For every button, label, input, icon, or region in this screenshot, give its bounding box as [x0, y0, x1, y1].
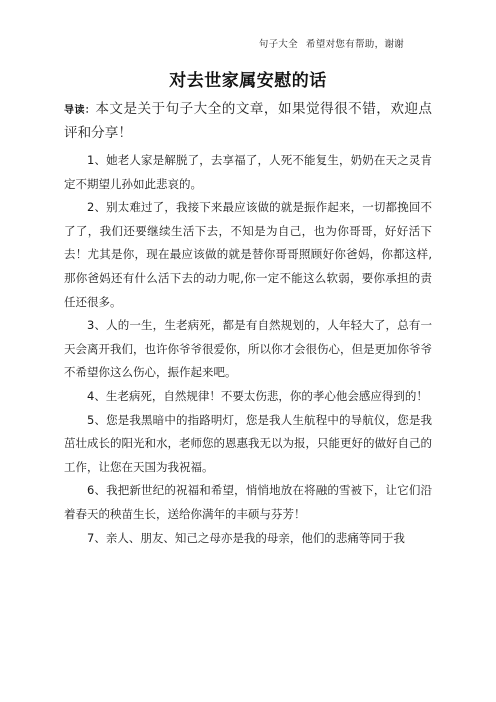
intro-label: 导读： — [64, 105, 96, 116]
paragraph-7: 7、亲人、朋友、知己之母亦是我的母亲，他们的悲痛等同于我 — [87, 530, 405, 545]
intro-paragraph — [64, 98, 432, 145]
header-site: 句子大全 — [258, 39, 298, 50]
paragraph-3: 3、人的一生，生老病死，都是有自然规划的，人年轻大了，总有一天会离开我们，也许你爷爷很爱你，所以你才会很伤心，但是更加你爷爷不希望你这么伤心，振作起来吧。 — [64, 318, 432, 380]
paragraph-1: 1、她老人家是解脱了，去享福了，人死不能复生，奶奶在天之灵肯定不期望儿孙如此悲哀的。 — [64, 153, 432, 191]
paragraph-5: 5、您是我黑暗中的指路明灯，您是我人生航程中的导航仪，您是我茁壮成长的阳光和水，老师您的恩惠我无以为报，只能更好的做好自己的工作，让您在天国为我祝福。 — [64, 412, 432, 474]
article-body — [64, 98, 432, 550]
header-note — [259, 36, 404, 50]
paragraph-6: 6、我把新世纪的祝福和希望，悄悄地放在将融的雪被下，让它们沿着春天的秧苗生长，送给你满年的丰硕与芬芳！ — [64, 483, 432, 521]
paragraph-2: 2、别太难过了，我接下来最应该做的就是振作起来，一切都挽回不了了，我们还要继续生活下去，不知是为自己，也为你哥哥，好好活下去！尤其是你，现在最应该做的就是替你哥哥照顾好你爸妈，你都这样,那你爸妈还有什么活下去的动力呢,你一定不能这么软弱，要你承担的责任还很多。 — [64, 200, 432, 309]
page-title: 对去世家属安慰的话 — [169, 71, 327, 91]
paragraph-4: 4、生老病死，自然规律！不要太伤悲，你的孝心他会感应得到的！ — [87, 388, 428, 403]
intro-text: 本文是关于句子大全的文章，如果觉得很不错，欢迎点评和分享！ — [64, 101, 433, 141]
header-message: 希望对您有帮助，谢谢 — [305, 39, 404, 50]
